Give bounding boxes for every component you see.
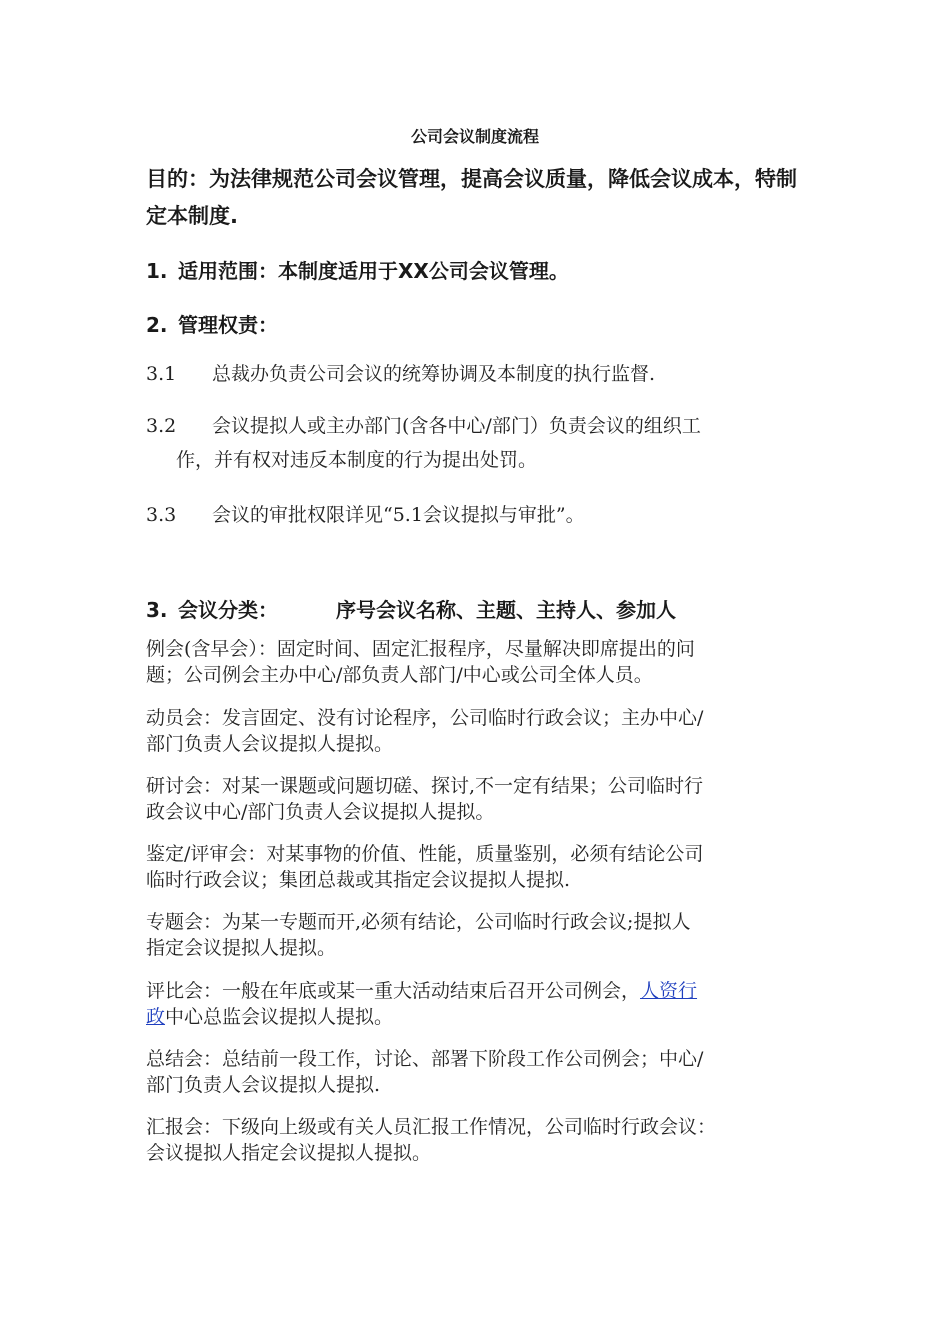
clause-number: 3.1 <box>146 363 177 385</box>
section-2-heading <box>146 309 278 338</box>
entry-line: 指定会议提拟人提拟。 <box>146 937 337 959</box>
clause-3-2 <box>146 409 806 477</box>
section-1-heading <box>146 255 569 284</box>
entry-line: 汇报会：下级向上级或有关人员汇报工作情况，公司临时行政会议： <box>146 1116 717 1138</box>
meeting-type-evaluation <box>146 978 808 1030</box>
entry-line: 专题会：为某一专题而开,必须有结论，公司临时行政会议;提拟人 <box>146 911 691 933</box>
entry-line: 中心总监会议提拟人提拟。 <box>165 1006 394 1028</box>
section-text: 管理权责： <box>178 313 278 337</box>
entry-line: 研讨会：对某一课题或问题切磋、探讨,不一定有结果；公司临时行 <box>146 775 704 797</box>
document-title: 公司会议制度流程 <box>410 127 539 146</box>
clause-text: 会议的审批权限详见“5.1会议提拟与审批”。 <box>212 504 585 526</box>
clause-number: 3.3 <box>146 504 177 526</box>
entry-line: 评比会：一般在年底或某一重大活动结束后召开公司例会， <box>146 980 641 1002</box>
section-3-heading <box>146 594 676 623</box>
clause-3-1 <box>146 357 806 391</box>
entry-line: 例会(含早会）：固定时间、固定汇报程序，尽量解决即席提出的问 <box>146 638 695 660</box>
clause-number: 3.2 <box>146 415 177 437</box>
meeting-type-review <box>146 841 808 893</box>
section-number: 1. <box>146 259 168 283</box>
clause-text: 会议提拟人或主办部门(含各中心/部门）负责会议的组织工 <box>212 415 701 437</box>
entry-line: 部门负责人会议提拟人提拟。 <box>146 733 394 755</box>
entry-line: 总结会：总结前一段工作，讨论、部署下阶段工作公司例会；中心/ <box>146 1048 704 1070</box>
entry-line: 动员会：发言固定、没有讨论程序，公司临时行政会议；主办中心/ <box>146 707 704 729</box>
clause-text: 总裁办负责公司会议的统筹协调及本制度的执行监督. <box>212 363 656 385</box>
entry-line: 政会议中心/部门负责人会议提拟人提拟。 <box>146 801 495 823</box>
meeting-type-regular <box>146 636 808 688</box>
hr-admin-link-continued[interactable]: 政 <box>146 1006 166 1028</box>
clause-continuation: 作，并有权对违反本制度的行为提出处罚。 <box>176 449 538 471</box>
meeting-type-summary <box>146 1046 808 1098</box>
section-number: 3. <box>146 598 168 622</box>
entry-line: 部门负责人会议提拟人提拟. <box>146 1074 381 1096</box>
section-text: 会议分类： <box>178 598 278 622</box>
table-column-header: 序号会议名称、主题、主持人、参加人 <box>336 598 676 622</box>
section-text: 适用范围：本制度适用于XX公司会议管理。 <box>178 259 569 283</box>
entry-line: 题；公司例会主办中心/部负责人部门/中心或公司全体人员。 <box>146 664 653 686</box>
entry-line: 会议提拟人指定会议提拟人提拟。 <box>146 1142 432 1164</box>
section-number: 2. <box>146 313 168 337</box>
entry-line: 鉴定/评审会：对某事物的价值、性能，质量鉴别，必须有结论公司 <box>146 843 704 865</box>
purpose-statement: 目的：为法律规范公司会议管理，提高会议质量，降低会议成本，特制定本制度. <box>146 167 797 228</box>
hr-admin-link[interactable]: 人资行 <box>640 980 698 1002</box>
meeting-type-report <box>146 1114 808 1166</box>
meeting-type-mobilization <box>146 705 808 757</box>
clause-3-3 <box>146 498 806 532</box>
entry-line: 临时行政会议；集团总裁或其指定会议提拟人提拟. <box>146 869 571 891</box>
meeting-type-seminar <box>146 773 808 825</box>
meeting-type-special <box>146 909 808 961</box>
